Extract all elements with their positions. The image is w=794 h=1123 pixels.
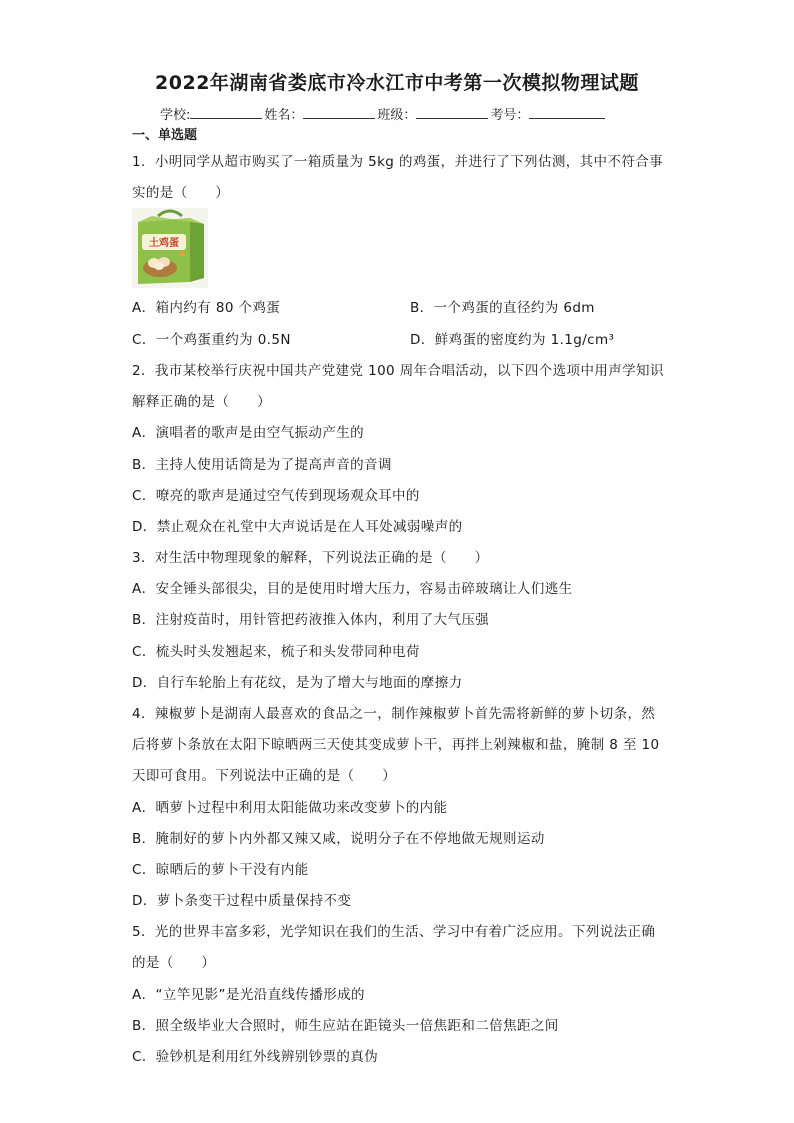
q4-stem-line1: 4．辣椒萝卜是湖南人最喜欢的食品之一，制作辣椒萝卜首先需将新鲜的萝卜切条，然 xyxy=(132,706,656,722)
q3-stem-line1: 3．对生活中物理现象的解释，下列说法正确的是（ ） xyxy=(132,550,489,566)
q5-option-b[interactable]: B．照全级毕业大合照时，师生应站在距镜头一倍焦距和二倍焦距之间 xyxy=(132,1018,559,1034)
q3-option-b[interactable]: B．注射疫苗时，用针管把药液推入体内，利用了大气压强 xyxy=(132,612,490,628)
q1-option-d[interactable]: D．鲜鸡蛋的密度约为 1.1g/cm³ xyxy=(410,332,615,348)
exam-title: 2022年湖南省娄底市冷水江市中考第一次模拟物理试题 xyxy=(155,72,639,94)
q4-stem-line3: 天即可食用。下列说法中正确的是（ ） xyxy=(132,768,397,784)
q5-stem-line2: 的是（ ） xyxy=(132,955,216,971)
q3-option-d[interactable]: D．自行车轮胎上有花纹，是为了增大与地面的摩擦力 xyxy=(132,675,463,691)
q2-stem-line2: 解释正确的是（ ） xyxy=(132,394,271,410)
q3-option-c[interactable]: C．梳头时头发翘起来，梳子和头发带同种电荷 xyxy=(132,644,420,660)
q1-stem-line2: 实的是（ ） xyxy=(132,185,230,201)
q1-stem-line1: 1．小明同学从超市购买了一箱质量为 5kg 的鸡蛋，并进行了下列估测，其中不符合事 xyxy=(132,154,664,170)
q2-option-a[interactable]: A．演唱者的歌声是由空气振动产生的 xyxy=(132,425,365,441)
q4-stem-line2: 后将萝卜条放在太阳下晾晒两三天使其变成萝卜干，再拌上剁辣椒和盐，腌制 8 至 10 xyxy=(132,737,660,753)
school-label: 学校: xyxy=(160,108,191,123)
q4-option-a[interactable]: A．晒萝卜过程中利用太阳能做功来改变萝卜的内能 xyxy=(132,800,448,816)
q2-option-d[interactable]: D．禁止观众在礼堂中大声说话是在人耳处减弱噪声的 xyxy=(132,519,463,535)
q2-option-c[interactable]: C．嘹亮的歌声是通过空气传到现场观众耳中的 xyxy=(132,488,420,504)
q3-option-a[interactable]: A．安全锤头部很尖，目的是使用时增大压力，容易击碎玻璃让人们逃生 xyxy=(132,581,573,597)
class-field[interactable] xyxy=(416,104,488,119)
q4-option-b[interactable]: B．腌制好的萝卜内外都又辣又咸，说明分子在不停地做无规则运动 xyxy=(132,831,545,847)
q1-option-b[interactable]: B．一个鸡蛋的直径约为 6dm xyxy=(410,300,595,316)
number-label: 考号： xyxy=(490,108,530,123)
q5-option-a[interactable]: A．“立竿见影”是光沿直线传播形成的 xyxy=(132,987,365,1003)
name-field[interactable] xyxy=(303,104,375,119)
number-field[interactable] xyxy=(529,104,605,119)
q1-option-c[interactable]: C．一个鸡蛋重约为 0.5N xyxy=(132,332,291,348)
section-title: 一、单选题 xyxy=(132,128,198,143)
q5-stem-line1: 5．光的世界丰富多彩，光学知识在我们的生活、学习中有着广泛应用。下列说法正确 xyxy=(132,924,656,940)
school-field[interactable] xyxy=(190,104,262,119)
name-label: 姓名： xyxy=(264,108,304,123)
q4-option-d[interactable]: D．萝卜条变干过程中质量保持不变 xyxy=(132,893,352,909)
q5-option-c[interactable]: C．验钞机是利用红外线辨别钞票的真伪 xyxy=(132,1049,379,1065)
class-label: 班级： xyxy=(377,108,417,123)
egg-box-image xyxy=(132,208,208,288)
egg-box-label: 土鸡蛋 xyxy=(149,238,179,249)
q2-option-b[interactable]: B．主持人使用话筒是为了提高声音的音调 xyxy=(132,457,392,473)
q2-stem-line1: 2．我市某校举行庆祝中国共产党建党 100 周年合唱活动，以下四个选项中用声学知识 xyxy=(132,363,664,379)
q4-option-c[interactable]: C．晾晒后的萝卜干没有内能 xyxy=(132,862,309,878)
student-info-line xyxy=(160,104,607,123)
q1-option-a[interactable]: A．箱内约有 80 个鸡蛋 xyxy=(132,300,281,316)
